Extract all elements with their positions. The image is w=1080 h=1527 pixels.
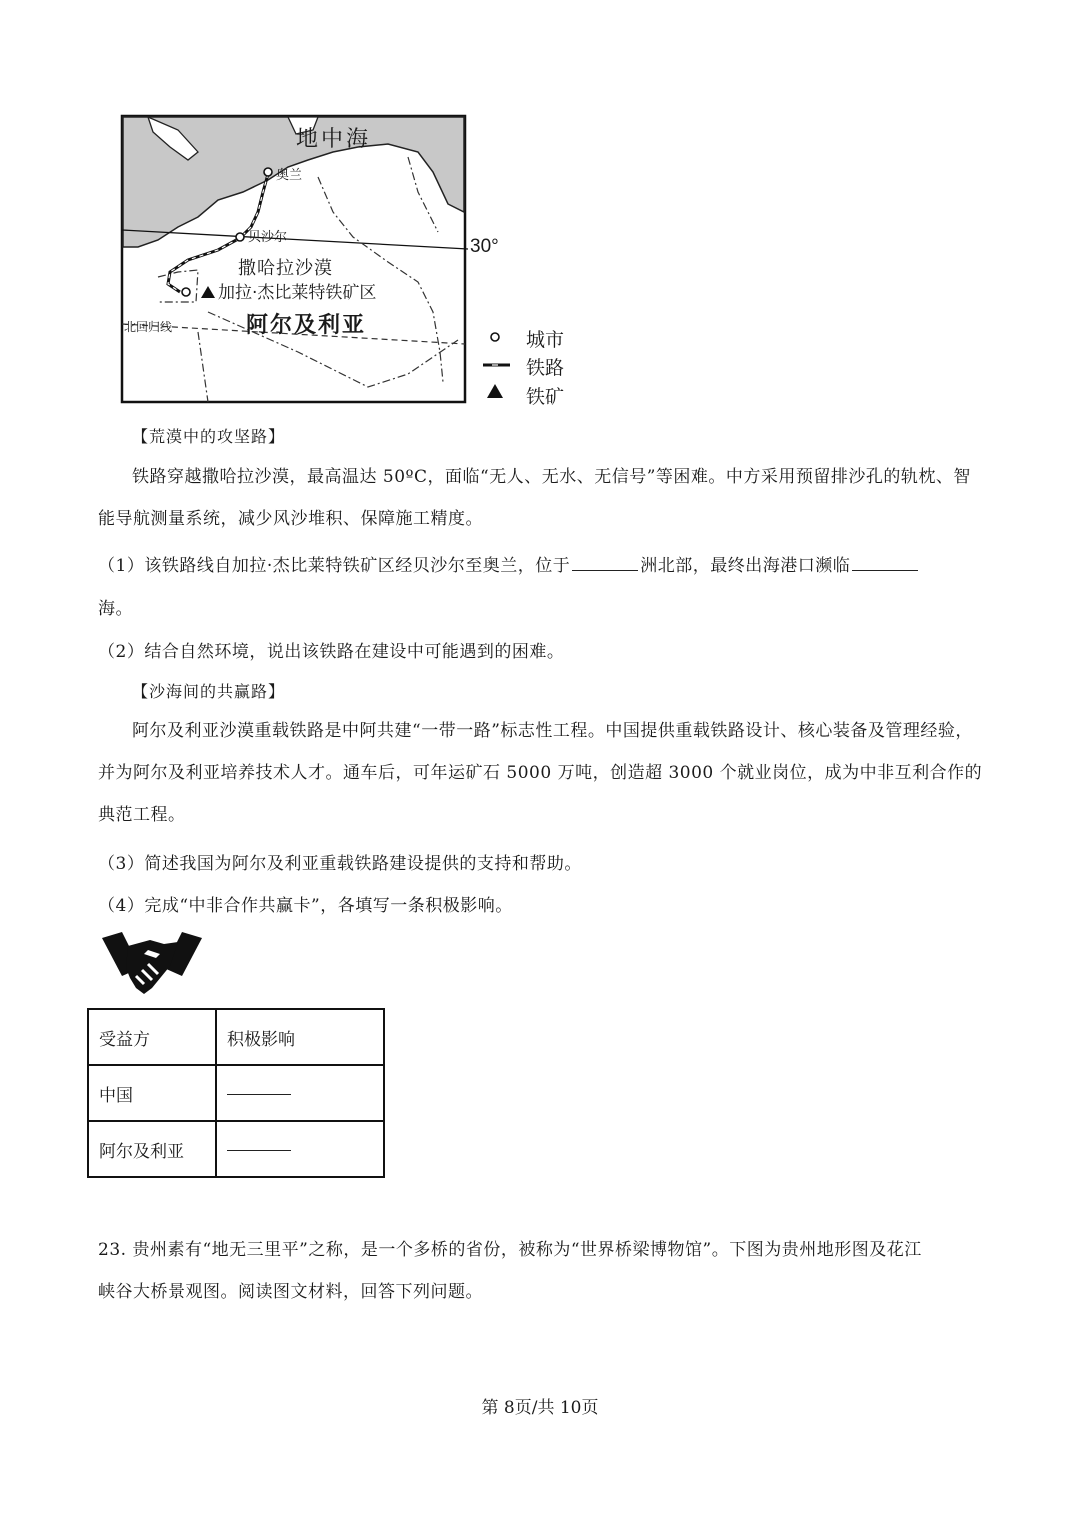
sea-label: 地中海 (296, 127, 372, 152)
mine-city-marker (182, 288, 190, 296)
city-bechar-marker (236, 233, 244, 241)
city-bechar-label: 贝沙尔 (248, 230, 288, 245)
row-china-label: 中国 (88, 1065, 216, 1121)
legend-city-icon (491, 333, 499, 341)
section-title-desert: 【荒漠中的攻坚路】 (132, 427, 286, 446)
legend-railway-label: 铁路 (526, 357, 565, 379)
latitude-label: 30° (470, 236, 499, 257)
city-oran-marker (264, 168, 272, 176)
question-4: （4）完成“中非合作共赢卡”，各填写一条积极影响。 (98, 896, 513, 916)
table-row (88, 1121, 384, 1177)
section-body-winwin: 阿尔及利亚沙漠重载铁路是中阿共建“一带一路”标志性工程。中国提供重载铁路设计、核心装备及管理经验，并为阿尔及利亚培养技术人才。通车后，可年运矿石 5000 万吨，创造超 3000 个就业岗位，成为中非互利合作的典范工程。 (98, 721, 983, 825)
question-1 (98, 551, 920, 576)
question-1-part1: （1）该铁路线自加拉·杰比莱特铁矿区经贝沙尔至奥兰，位于 (98, 556, 571, 576)
question-1-part3: 海。 (98, 599, 133, 619)
row-algeria-answer[interactable] (216, 1121, 384, 1177)
page-footer: 第 8页/共 10页 (481, 1398, 599, 1418)
header-beneficiary: 受益方 (88, 1009, 216, 1065)
answer-blank-algeria[interactable] (227, 1149, 291, 1151)
handshake-icon (100, 928, 204, 1006)
answer-blank-continent[interactable] (572, 569, 638, 571)
header-impact: 积极影响 (216, 1009, 384, 1065)
question-3: （3）简述我国为阿尔及利亚重载铁路建设提供的支持和帮助。 (98, 854, 582, 874)
cooperation-card-table (87, 1008, 385, 1178)
desert-label: 撒哈拉沙漠 (238, 258, 333, 279)
map-graphic (118, 112, 588, 412)
table-row (88, 1065, 384, 1121)
city-oran-label: 奥兰 (276, 168, 303, 183)
tropic-label: 北回归线 (124, 320, 173, 334)
answer-blank-china[interactable] (227, 1093, 291, 1095)
legend-city-label: 城市 (526, 329, 565, 351)
question-23-line2: 峡谷大桥景观图。阅读图文材料，回答下列问题。 (98, 1282, 483, 1302)
section-title-winwin: 【沙海间的共赢路】 (132, 682, 286, 701)
question-2: （2）结合自然环境，说出该铁路在建设中可能遇到的困难。 (98, 642, 565, 662)
question-23-line1: 23. 贵州素有“地无三里平”之称，是一个多桥的省份，被称为“世界桥梁博物馆”。下图为贵州地形图及花江 (98, 1240, 922, 1260)
country-label: 阿尔及利亚 (246, 313, 367, 338)
algeria-railway-map (118, 112, 588, 412)
row-china-answer[interactable] (216, 1065, 384, 1121)
table-row-header (88, 1009, 384, 1065)
question-1-part2: 洲北部，最终出海港口濒临 (640, 556, 851, 576)
legend-iron-label: 铁矿 (526, 386, 565, 408)
section-body-desert: 铁路穿越撒哈拉沙漠，最高温达 50ºC，面临“无人、无水、无信号”等困难。中方采用预留排沙孔的轨枕、智能导航测量系统，减少风沙堆积、保障施工精度。 (98, 467, 971, 529)
mine-label: 加拉·杰比莱特铁矿区 (218, 283, 377, 303)
row-algeria-label: 阿尔及利亚 (88, 1121, 216, 1177)
legend-iron-icon (487, 384, 503, 398)
answer-blank-sea[interactable] (852, 569, 918, 571)
